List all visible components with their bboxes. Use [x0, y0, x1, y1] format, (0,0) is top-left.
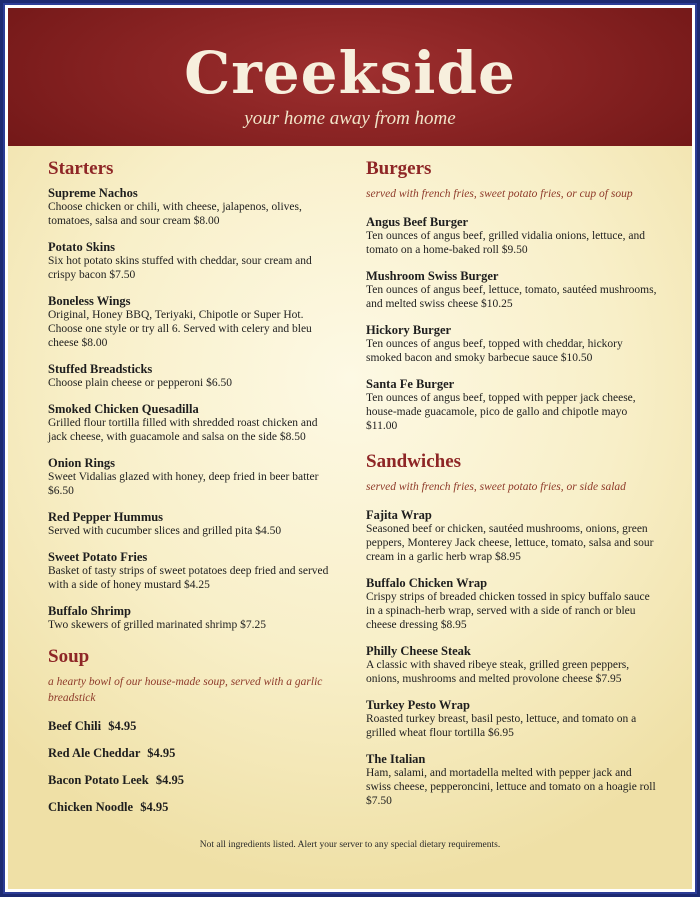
item-name: Fajita Wrap	[366, 508, 432, 522]
item-name: Bacon Potato Leek	[48, 773, 149, 787]
item-price: $4.95	[147, 746, 176, 760]
menu-item	[48, 604, 333, 632]
item-description: Ham, salami, and mortadella melted with pepper jack and swiss cheese, pepperoncini, lettuce and tomato on a hoagie roll $7.50	[366, 767, 656, 807]
item-description: Sweet Vidalias glazed with honey, deep fried in beer batter $6.50	[48, 471, 319, 497]
item-price: $4.95	[140, 800, 169, 814]
item-name: Onion Rings	[48, 456, 116, 470]
menu-item	[366, 576, 658, 632]
item-name: Chicken Noodle	[48, 800, 134, 814]
item-description: Served with cucumber slices and grilled pita $4.50	[48, 525, 282, 537]
item-name: Turkey Pesto Wrap	[366, 698, 470, 712]
burgers-section	[366, 158, 658, 433]
item-description: Choose chicken or chili, with cheese, jalapenos, olives, tomatoes, salsa and sour cream $8.00	[48, 201, 302, 227]
menu-item	[366, 215, 658, 257]
section-title-burgers: Burgers	[366, 158, 432, 179]
item-name: Beef Chili	[48, 719, 102, 733]
section-title-soup: Soup	[48, 646, 90, 667]
right-column	[366, 158, 658, 820]
section-title-starters: Starters	[48, 158, 114, 179]
item-description: Crispy strips of breaded chicken tossed in spicy buffalo sauce in a spinach-herb wrap, served with a side of ranch or bleu cheese dressing $8.95	[366, 591, 650, 631]
item-description: Grilled flour tortilla filled with shredded roast chicken and jack cheese, with guacamole and salsa on the side $8.50	[48, 417, 318, 443]
item-description: Original, Honey BBQ, Teriyaki, Chipotle or Super Hot. Choose one style or try all 6. Served with celery and bleu cheese $8.00	[48, 309, 312, 349]
footer-note: Not all ingredients listed. Alert your server to any special dietary requirements.	[199, 840, 501, 850]
section-note-burgers: served with french fries, sweet potato fries, or cup of soup	[366, 188, 633, 200]
item-name: Red Pepper Hummus	[48, 510, 164, 524]
item-description: Seasoned beef or chicken, sautéed mushrooms, onions, green peppers, Monterey Jack cheese, lettuce, tomato, salsa and sour cream in a garlic herb wrap $8.95	[366, 523, 654, 563]
sandwiches-section	[366, 451, 658, 808]
section-note-soup: a hearty bowl of our house-made soup, served with a garlic breadstick	[48, 676, 323, 704]
item-name: Potato Skins	[48, 240, 116, 254]
soup-section	[48, 646, 333, 814]
menu-item	[48, 186, 333, 228]
item-name: The Italian	[366, 752, 426, 766]
menu-item	[366, 644, 658, 686]
menu-item	[366, 323, 658, 365]
item-name: Supreme Nachos	[48, 186, 138, 200]
item-name: Buffalo Shrimp	[48, 604, 132, 618]
item-name: Angus Beef Burger	[366, 215, 469, 229]
soup-item	[48, 773, 333, 787]
section-note-sandwiches: served with french fries, sweet potato fries, or side salad	[366, 481, 626, 493]
menu-item	[366, 508, 658, 564]
item-price: $4.95	[108, 719, 137, 733]
item-name: Hickory Burger	[366, 323, 452, 337]
item-description: Ten ounces of angus beef, topped with cheddar, hickory smoked bacon and smoky barbecue sauce $10.50	[366, 338, 623, 364]
starters-section	[48, 158, 333, 632]
menu-item	[48, 510, 333, 538]
menu-frame	[3, 3, 697, 894]
item-name: Red Ale Cheddar	[48, 746, 141, 760]
item-description: Two skewers of grilled marinated shrimp $7.25	[48, 619, 266, 631]
item-description: Ten ounces of angus beef, lettuce, tomato, sautéed mushrooms, and melted swiss cheese $10.25	[366, 284, 657, 310]
item-description: Basket of tasty strips of sweet potatoes deep fried and served with a side of honey mustard $4.25	[48, 565, 329, 591]
item-name: Buffalo Chicken Wrap	[366, 576, 488, 590]
menu-item	[366, 377, 658, 433]
menu-item	[48, 456, 333, 498]
item-name: Stuffed Breadsticks	[48, 362, 153, 376]
left-column	[48, 158, 333, 827]
menu-page	[8, 8, 692, 889]
soup-item	[48, 746, 333, 760]
item-price: $4.95	[155, 773, 184, 787]
soup-item	[48, 719, 333, 733]
item-description: Ten ounces of angus beef, grilled vidalia onions, lettuce, and tomato on a home-baked roll $9.50	[366, 230, 645, 256]
menu-item	[48, 294, 333, 350]
menu-item	[48, 240, 333, 282]
menu-item	[366, 698, 658, 740]
menu-item	[366, 752, 658, 808]
menu-item	[366, 269, 658, 311]
section-title-sandwiches: Sandwiches	[366, 451, 462, 472]
item-description: A classic with shaved ribeye steak, grilled green peppers, onions, mushrooms and melted provolone cheese $7.95	[366, 659, 630, 685]
item-description: Ten ounces of angus beef, topped with pepper jack cheese, house-made guacamole, pico de gallo and chipotle mayo $11.00	[366, 392, 636, 432]
menu-item	[48, 362, 333, 390]
item-description: Six hot potato skins stuffed with cheddar, sour cream and crispy bacon $7.50	[48, 255, 312, 281]
item-description: Choose plain cheese or pepperoni $6.50	[48, 377, 232, 389]
restaurant-tagline: your home away from home	[244, 108, 456, 129]
item-name: Boneless Wings	[48, 294, 131, 308]
item-name: Philly Cheese Steak	[366, 644, 471, 658]
menu-header	[8, 8, 692, 146]
menu-item	[48, 402, 333, 444]
item-name: Sweet Potato Fries	[48, 550, 148, 564]
item-name: Smoked Chicken Quesadilla	[48, 402, 199, 416]
restaurant-name: Creekside	[184, 39, 516, 107]
soup-item	[48, 800, 333, 814]
menu-item	[48, 550, 333, 592]
item-name: Santa Fe Burger	[366, 377, 455, 391]
item-name: Mushroom Swiss Burger	[366, 269, 499, 283]
item-description: Roasted turkey breast, basil pesto, lettuce, and tomato on a grilled wheat flour tortilla $6.95	[366, 713, 637, 739]
